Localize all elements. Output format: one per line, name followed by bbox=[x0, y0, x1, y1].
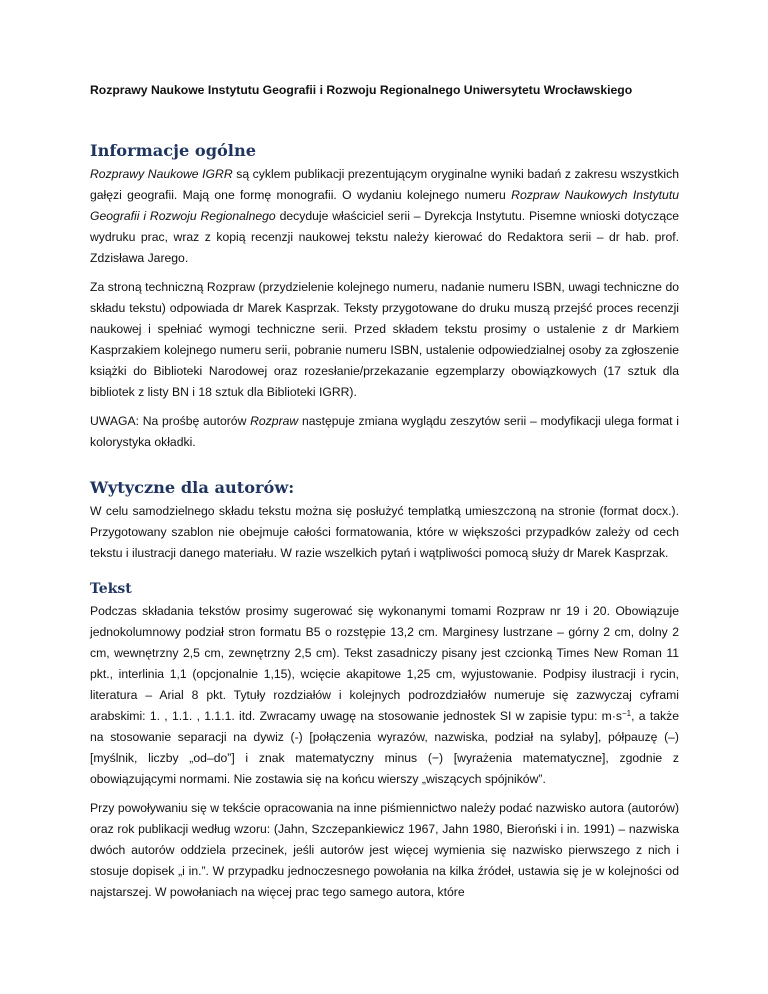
emphasis-series-full: Rozpraw Naukowych Instytutu Geografii i Rozwoju Regionalnego bbox=[90, 188, 679, 223]
document-body bbox=[90, 140, 679, 903]
paragraph-uwaga: UWAGA: Na prośbę autorów Rozpraw następuje zmiana wyglądu zeszytów serii – modyfikacji ulega format i kolorystyka okładki. bbox=[90, 414, 679, 449]
paragraph-wytyczne-1: W celu samodzielnego składu tekstu można się posłużyć templatką umieszczoną na stronie (format docx.). Przygotowany szablon nie obejmuje całości formatowania, które w większości przypadków zależy od cech tekstu i ilustracji danego materiału. W razie wszelkich pytań i wątpliwości pomocą służy dr Marek Kasprzak. bbox=[90, 504, 679, 560]
superscript-exponent: −1 bbox=[621, 709, 632, 718]
running-header: Rozprawy Naukowe Instytutu Geografii i Rozwoju Regionalnego Uniwersytetu Wrocławskiego bbox=[90, 83, 633, 97]
spacer bbox=[90, 453, 679, 477]
paragraph-informacje-2: Za stroną techniczną Rozpraw (przydzielenie kolejnego numeru, nadanie numeru ISBN, uwagi techniczne do składu tekstu) odpowiada dr Marek Kasprzak. Teksty przygotowane do druku muszą przejść proces recenzji naukowej i spełniać wymogi techniczne serii. Przed składem tekstu prosimy o ustalenie z dr Markiem Kasprzakiem kolejnego numeru serii, pobranie numeru ISBN, ustalenie odpowiedzialnej osoby za zgłoszenie książki do Biblioteki Narodowej oraz rozesłanie/przekazanie egzemplarzy obowiązkowych (17 sztuk dla bibliotek z listy BN i 18 sztuk dla Biblioteki IGRR). bbox=[90, 280, 679, 399]
heading-informacje-ogolne: Informacje ogólne bbox=[90, 141, 257, 160]
paragraph-informacje-1: Rozprawy Naukowe IGRR są cyklem publikacji prezentującym oryginalne wyniki badań z zakresu wszystkich gałęzi geografii. Mają one formę monografii. O wydaniu kolejnego numeru Rozpraw Naukowych Instytutu Geografii i Rozwoju Regionalnego decyduje właściciel serii – Dyrekcja Instytutu. Pisemne wnioski dotyczące wydruku prac, wraz z kopią recenzji naukowej tekstu należy kierować do Redaktora serii – dr hab. prof. Zdzisława Jarego. bbox=[90, 167, 679, 265]
paragraph-tekst-1: Podczas składania tekstów prosimy sugerować się wykonanymi tomami Rozpraw nr 19 i 20. Obowiązuje jednokolumnowy podział stron formatu B5 o rozstępie 13,2 cm. Marginesy lustrzane – górny 2 cm, dolny 2 cm, wewnętrzny 2,5 cm, zewnętrzny 2,5 cm). Tekst zasadniczy pisany jest czcionką Times New Roman 11 pkt., interlinia 1,1 (opcjonalnie 1,15), wcięcie akapitowe 1,25 cm, wyjustowanie. Podpisy ilustracji i rycin, literatura – Arial 8 pkt. Tytuły rozdziałów i kolejnych podrozdziałów numeruje się zazwyczaj cyframi arabskimi: 1. , 1.1. , 1.1.1. itd. Zwracamy uwagę na stosowanie jednostek SI w zapisie typu: $m\cdot s^{-1}$, a także na stosowanie separacji na dywiz (-) [połączenia wyrazów, nazwiska, podział na sylaby], półpauzę (–) [myślnik, liczby „od–do”] i znak matematyczny minus (−) [wyrażenia matematyczne], zgodnie z obowiązującymi normami. Nie zostawia się na końcu wierszy „wiszących spójników”. bbox=[90, 604, 679, 786]
emphasis-series-abbrev: Rozprawy Naukowe IGRR bbox=[90, 167, 233, 181]
heading-tekst: Tekst bbox=[90, 581, 132, 597]
paragraph-tekst-2: Przy powoływaniu się w tekście opracowania na inne piśmiennictwo należy podać nazwisko autora (autorów) oraz rok publikacji według wzoru: (Jahn, Szczepankiewicz 1967, Jahn 1980, Bieroński i in. 1991) – nazwiska dwóch autorów oddziela przecinek, jeśli autorów jest więcej wymienia się nazwisko pierwszego z nich i stosuje dopisek „i in.”. W przypadku jednoczesnego powołania na kilka źródeł, ustawia się je w kolejności od najstarszej. W powołaniach na więcej prac tego samego autora, które bbox=[90, 801, 679, 899]
spacer bbox=[90, 564, 679, 579]
heading-wytyczne: Wytyczne dla autorów: bbox=[90, 478, 295, 497]
emphasis-rozpraw: Rozpraw bbox=[250, 414, 299, 428]
